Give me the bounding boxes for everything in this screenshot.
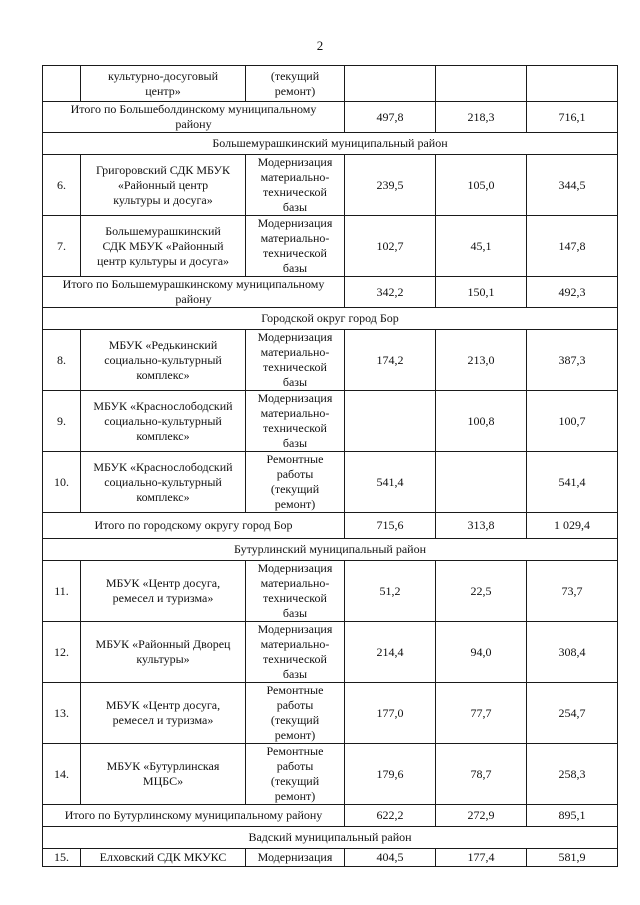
total-row: [43, 805, 618, 827]
total-value: 308,4: [527, 622, 618, 683]
work-type: Модернизация материально- технической базы: [246, 330, 345, 391]
federal-value: 174,2: [345, 330, 436, 391]
work-type: Модернизация материально- технической базы: [246, 216, 345, 277]
regional-value: 150,1: [436, 277, 527, 308]
total-value: [527, 66, 618, 102]
total-row: [43, 277, 618, 308]
regional-value: 78,7: [436, 744, 527, 805]
regional-value: 218,3: [436, 102, 527, 133]
total-row: [43, 513, 618, 539]
regional-value: 77,7: [436, 683, 527, 744]
institution-name: культурно-досуговый центр»: [81, 66, 246, 102]
total-label: Итого по Большемурашкинскому муниципальному району: [43, 277, 345, 308]
federal-value: 51,2: [345, 561, 436, 622]
regional-value: [436, 66, 527, 102]
work-type: Ремонтные работы (текущий ремонт): [246, 683, 345, 744]
federal-value: 715,6: [345, 513, 436, 539]
total-label: Итого по Бутурлинскому муниципальному району: [43, 805, 345, 827]
work-type: Модернизация: [246, 849, 345, 867]
row-number: 8.: [43, 330, 81, 391]
total-value: 895,1: [527, 805, 618, 827]
federal-value: [345, 66, 436, 102]
row-number: 13.: [43, 683, 81, 744]
federal-value: 342,2: [345, 277, 436, 308]
row-number: 12.: [43, 622, 81, 683]
table-row: [43, 155, 618, 216]
total-value: 344,5: [527, 155, 618, 216]
regional-value: 94,0: [436, 622, 527, 683]
regional-value: 22,5: [436, 561, 527, 622]
row-number: 6.: [43, 155, 81, 216]
regional-value: 177,4: [436, 849, 527, 867]
row-number: 7.: [43, 216, 81, 277]
page-number: 2: [316, 38, 324, 53]
total-value: 147,8: [527, 216, 618, 277]
institution-name: Большемурашкинский СДК МБУК «Районный центр культуры и досуга»: [81, 216, 246, 277]
total-value: 541,4: [527, 452, 618, 513]
total-value: 1 029,4: [527, 513, 618, 539]
table-row: [43, 66, 618, 102]
federal-value: 497,8: [345, 102, 436, 133]
table-row: [43, 683, 618, 744]
row-number: 14.: [43, 744, 81, 805]
institution-name: МБУК «Краснослободский социально-культурный комплекс»: [81, 391, 246, 452]
section-row: [43, 133, 618, 155]
section-title: Городской округ город Бор: [43, 308, 618, 330]
section-row: [43, 539, 618, 561]
table-row: [43, 561, 618, 622]
regional-value: 313,8: [436, 513, 527, 539]
row-number: 10.: [43, 452, 81, 513]
table-row: [43, 330, 618, 391]
row-number: 15.: [43, 849, 81, 867]
institution-name: МБУК «Бутурлинская МЦБС»: [81, 744, 246, 805]
federal-value: 622,2: [345, 805, 436, 827]
total-value: 100,7: [527, 391, 618, 452]
section-row: [43, 827, 618, 849]
total-label: Итого по городскому округу город Бор: [43, 513, 345, 539]
federal-value: 404,5: [345, 849, 436, 867]
institution-name: МБУК «Центр досуга, ремесел и туризма»: [81, 561, 246, 622]
table-row: [43, 452, 618, 513]
section-title: Большемурашкинский муниципальный район: [43, 133, 618, 155]
table-body: [43, 66, 618, 867]
funding-table: [42, 65, 618, 867]
section-title: Бутурлинский муниципальный район: [43, 539, 618, 561]
total-value: 581,9: [527, 849, 618, 867]
work-type: Модернизация материально- технической базы: [246, 391, 345, 452]
regional-value: [436, 452, 527, 513]
total-value: 258,3: [527, 744, 618, 805]
institution-name: МБУК «Районный Дворец культуры»: [81, 622, 246, 683]
total-row: [43, 102, 618, 133]
institution-name: МБУК «Краснослободский социально-культурный комплекс»: [81, 452, 246, 513]
regional-value: 272,9: [436, 805, 527, 827]
federal-value: 179,6: [345, 744, 436, 805]
total-value: 254,7: [527, 683, 618, 744]
federal-value: 214,4: [345, 622, 436, 683]
federal-value: 177,0: [345, 683, 436, 744]
federal-value: 239,5: [345, 155, 436, 216]
table-row: [43, 744, 618, 805]
regional-value: 45,1: [436, 216, 527, 277]
work-type: Ремонтные работы (текущий ремонт): [246, 452, 345, 513]
regional-value: 100,8: [436, 391, 527, 452]
total-value: 716,1: [527, 102, 618, 133]
total-value: 73,7: [527, 561, 618, 622]
total-value: 387,3: [527, 330, 618, 391]
total-label: Итого по Большеболдинскому муниципальному району: [43, 102, 345, 133]
table-row: [43, 216, 618, 277]
institution-name: Елховский СДК МКУКС: [81, 849, 246, 867]
row-number: 9.: [43, 391, 81, 452]
row-number: 11.: [43, 561, 81, 622]
federal-value: [345, 391, 436, 452]
regional-value: 105,0: [436, 155, 527, 216]
table-row: [43, 849, 618, 867]
table-row: [43, 622, 618, 683]
work-type: Модернизация материально- технической базы: [246, 155, 345, 216]
federal-value: 541,4: [345, 452, 436, 513]
section-row: [43, 308, 618, 330]
work-type: Ремонтные работы (текущий ремонт): [246, 744, 345, 805]
institution-name: МБУК «Редькинский социально-культурный комплекс»: [81, 330, 246, 391]
work-type: Модернизация материально- технической базы: [246, 561, 345, 622]
institution-name: Григоровский СДК МБУК «Районный центр культуры и досуга»: [81, 155, 246, 216]
section-title: Вадский муниципальный район: [43, 827, 618, 849]
regional-value: 213,0: [436, 330, 527, 391]
row-number: [43, 66, 81, 102]
work-type: (текущий ремонт): [246, 66, 345, 102]
total-value: 492,3: [527, 277, 618, 308]
table-row: [43, 391, 618, 452]
institution-name: МБУК «Центр досуга, ремесел и туризма»: [81, 683, 246, 744]
work-type: Модернизация материально- технической базы: [246, 622, 345, 683]
federal-value: 102,7: [345, 216, 436, 277]
